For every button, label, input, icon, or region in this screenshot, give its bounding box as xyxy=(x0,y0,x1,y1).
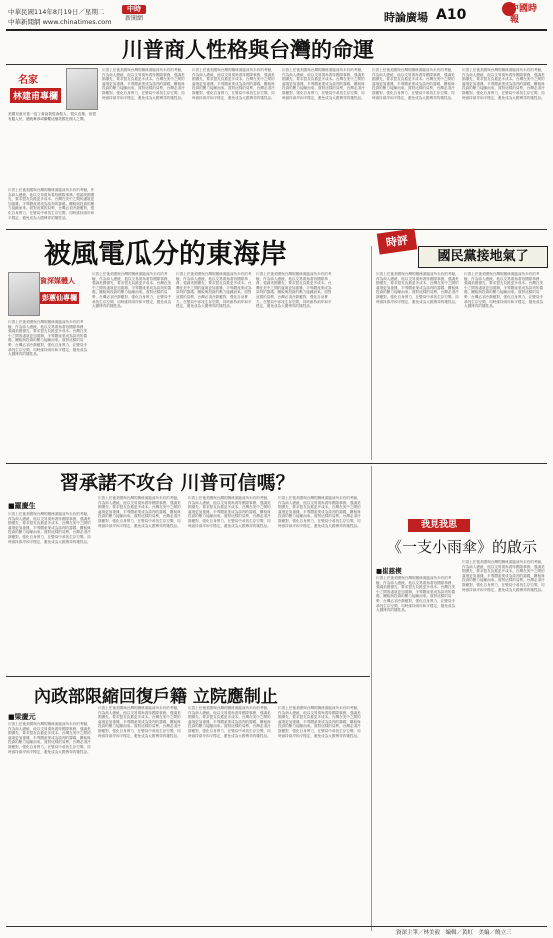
article1-author-box xyxy=(8,68,96,108)
article1-body-3: 川普上任後美國與台灣的關係面臨前所未有的考驗，作為商人總統，他以交易視角看待國際事務，強調美國優先，要求盟友負擔更多成本。台灣在美中之間的處境更加複雜，半導體產業成為談判的籌碼，關稅與投資的壓力接踵而來。面對這樣的局勢，台灣必須冷靜應對，強化自身實力，在變局中尋找生存空間，同時維持兩岸和平穩定，避免成為大國博弈的犧牲品。 xyxy=(192,68,275,100)
editorial-body-1: 川普上任後美國與台灣的關係面臨前所未有的考驗，作為商人總統，他以交易視角看待國際事務，強調美國優先，要求盟友負擔更多成本。台灣在美中之間的處境更加複雜，半導體產業成為談判的籌碼，關稅與投資的壓力接踵而來。面對這樣的局勢，台灣必須冷靜應對，強化自身實力，在變局中尋找生存空間，同時維持兩岸和平穩定，避免成為大國博弈的犧牲品。 xyxy=(376,272,459,304)
article3-body-4: 川普上任後美國與台灣的關係面臨前所未有的考驗，作為商人總統，他以交易視角看待國際事務，強調美國優先，要求盟友負擔更多成本。台灣在美中之間的處境更加複雜，半導體產業成為談判的籌碼，關稅與投資的壓力接踵而來。面對這樣的局勢，台灣必須冷靜應對，強化自身實力，在變局中尋找生存空間，同時維持兩岸和平穩定，避免成為大國博弈的犧牲品。 xyxy=(278,496,361,528)
article1-body-2: 川普上任後美國與台灣的關係面臨前所未有的考驗，作為商人總統，他以交易視角看待國際事務，強調美國優先，要求盟友負擔更多成本。台灣在美中之間的處境更加複雜，半導體產業成為談判的籌碼，關稅與投資的壓力接踵而來。面對這樣的局勢，台灣必須冷靜應對，強化自身實力，在變局中尋找生存空間，同時維持兩岸和平穩定，避免成為大國博弈的犧牲品。 xyxy=(102,68,185,100)
article2-body-1: 川普上任後美國與台灣的關係面臨前所未有的考驗，作為商人總統，他以交易視角看待國際事務，強調美國優先，要求盟友負擔更多成本。台灣在美中之間的處境更加複雜，半導體產業成為談判的籌碼，關稅與投資的壓力接踵而來。面對這樣的局勢，台灣必須冷靜應對，強化自身實力，在變局中尋找生存空間，同時維持兩岸和平穩定，避免成為大國博弈的犧牲品。 xyxy=(8,320,88,357)
article4-tag: 我見我思 xyxy=(408,519,470,532)
logo-top-text: 中時 xyxy=(122,5,146,14)
article1-lead: 美國兒童川普一直了會說我很會做人，很久沒像，但很有腦人民，總統牽涉或聯繫這個美國在個人之間。 xyxy=(8,112,96,121)
website-url[interactable]: 中華新聞網 www.chinatimes.com xyxy=(8,18,112,26)
author-tag: 資深媒體人 xyxy=(40,277,75,285)
footer-credits: 資深主筆／林美毅 編輯／黃虹 美編／饒立三 xyxy=(396,930,512,936)
editorial-body-2: 川普上任後美國與台灣的關係面臨前所未有的考驗，作為商人總統，他以交易視角看待國際事務，強調美國優先，要求盟友負擔更多成本。台灣在美中之間的處境更加複雜，半導體產業成為談判的籌碼，關稅與投資的壓力接踵而來。面對這樣的局勢，台灣必須冷靜應對，強化自身實力，在變局中尋找生存空間，同時維持兩岸和平穩定，避免成為大國博弈的犧牲品。 xyxy=(464,272,544,309)
article3-body-2: 川普上任後美國與台灣的關係面臨前所未有的考驗，作為商人總統，他以交易視角看待國際事務，強調美國優先，要求盟友負擔更多成本。台灣在美中之間的處境更加複雜，半導體產業成為談判的籌碼，關稅與投資的壓力接踵而來。面對這樣的局勢，台灣必須冷靜應對，強化自身實力，在變局中尋找生存空間，同時維持兩岸和平穩定，避免成為大國博弈的犧牲品。 xyxy=(98,496,181,528)
column-tag: 名家 xyxy=(18,75,38,86)
issue-date: 中華民國114年8月19日／星期二 xyxy=(8,8,105,16)
footer-rule xyxy=(6,926,547,927)
article5-body-3: 川普上任後美國與台灣的關係面臨前所未有的考驗，作為商人總統，他以交易視角看待國際事務，強調美國優先，要求盟友負擔更多成本。台灣在美中之間的處境更加複雜，半導體產業成為談判的籌碼，關稅與投資的壓力接踵而來。面對這樣的局勢，台灣必須冷靜應對，強化自身實力，在變局中尋找生存空間，同時維持兩岸和平穩定，避免成為大國博弈的犧牲品。 xyxy=(188,706,271,738)
article3-title: 習承諾不攻台 川普可信嗎？ xyxy=(60,472,295,494)
author-name: 林建甫專欄 xyxy=(10,88,61,103)
article1-bottom-rule xyxy=(6,229,547,230)
article1-title-rule xyxy=(6,64,547,65)
article3-bottom-rule xyxy=(6,676,370,677)
article3-byline: ■羅慶生 xyxy=(8,502,36,510)
article2-author-box xyxy=(8,272,88,316)
chinatimes-logo xyxy=(122,5,146,25)
article2-body-4: 川普上任後美國與台灣的關係面臨前所未有的考驗，作為商人總統，他以交易視角看待國際事務，強調美國優先，要求盟友負擔更多成本。台灣在美中之間的處境更加複雜，半導體產業成為談判的籌碼，關稅與投資的壓力接踵而來。面對這樣的局勢，台灣必須冷靜應對，強化自身實力，在變局中尋找生存空間，同時維持兩岸和平穩定，避免成為大國博弈的犧牲品。 xyxy=(256,272,332,309)
section-name: 時論廣場 xyxy=(384,11,428,24)
article5-body-1: 川普上任後美國與台灣的關係面臨前所未有的考驗，作為商人總統，他以交易視角看待國際事務，強調美國優先，要求盟友負擔更多成本。台灣在美中之間的處境更加複雜，半導體產業成為談判的籌碼，關稅與投資的壓力接踵而來。面對這樣的局勢，台灣必須冷靜應對，強化自身實力，在變局中尋找生存空間，同時維持兩岸和平穩定，避免成為大國博弈的犧牲品。 xyxy=(8,722,91,754)
article1-title: 川普商人性格與台灣的命運 xyxy=(122,37,374,62)
author-photo xyxy=(66,68,98,110)
article2-body-2: 川普上任後美國與台灣的關係面臨前所未有的考驗，作為商人總統，他以交易視角看待國際事務，強調美國優先，要求盟友負擔更多成本。台灣在美中之間的處境更加複雜，半導體產業成為談判的籌碼，關稅與投資的壓力接踵而來。面對這樣的局勢，台灣必須冷靜應對，強化自身實力，在變局中尋找生存空間，同時維持兩岸和平穩定，避免成為大國博弈的犧牲品。 xyxy=(92,272,172,309)
article2-body-3: 川普上任後美國與台灣的關係面臨前所未有的考驗，作為商人總統，他以交易視角看待國際事務，強調美國優先，要求盟友負擔更多成本。台灣在美中之間的處境更加複雜，半導體產業成為談判的籌碼，關稅與投資的壓力接踵而來。面對這樣的局勢，台灣必須冷靜應對，強化自身實力，在變局中尋找生存空間，同時維持兩岸和平穩定，避免成為大國博弈的犧牲品。 xyxy=(176,272,252,309)
editorial-divider xyxy=(371,246,372,460)
article1-body-5: 川普上任後美國與台灣的關係面臨前所未有的考驗，作為商人總統，他以交易視角看待國際事務，強調美國優先，要求盟友負擔更多成本。台灣在美中之間的處境更加複雜，半導體產業成為談判的籌碼，關稅與投資的壓力接踵而來。面對這樣的局勢，台灣必須冷靜應對，強化自身實力，在變局中尋找生存空間，同時維持兩岸和平穩定，避免成為大國博弈的犧牲品。 xyxy=(372,68,455,100)
article4-divider xyxy=(371,466,372,931)
article1-body-4: 川普上任後美國與台灣的關係面臨前所未有的考驗，作為商人總統，他以交易視角看待國際事務，強調美國優先，要求盟友負擔更多成本。台灣在美中之間的處境更加複雜，半導體產業成為談判的籌碼，關稅與投資的壓力接踵而來。面對這樣的局勢，台灣必須冷靜應對，強化自身實力，在變局中尋找生存空間，同時維持兩岸和平穩定，避免成為大國博弈的犧牲品。 xyxy=(282,68,365,100)
article3-body-1: 川普上任後美國與台灣的關係面臨前所未有的考驗，作為商人總統，他以交易視角看待國際事務，強調美國優先，要求盟友負擔更多成本。台灣在美中之間的處境更加複雜，半導體產業成為談判的籌碼，關稅與投資的壓力接踵而來。面對這樣的局勢，台灣必須冷靜應對，強化自身實力，在變局中尋找生存空間，同時維持兩岸和平穩定，避免成為大國博弈的犧牲品。 xyxy=(8,512,91,544)
article4-byline: ■崔慈楔 xyxy=(376,567,402,575)
logo-bottom-text: 新聞網 xyxy=(124,15,143,22)
article4-body-2: 川普上任後美國與台灣的關係面臨前所未有的考驗，作為商人總統，他以交易視角看待國際事務，強調美國優先，要求盟友負擔更多成本。台灣在美中之間的處境更加複雜，半導體產業成為談判的籌碼，關稅與投資的壓力接踵而來。面對這樣的局勢，台灣必須冷靜應對，強化自身實力，在變局中尋找生存空間，同時維持兩岸和平穩定，避免成為大國博弈的犧牲品。 xyxy=(462,560,545,592)
article3-body-3: 川普上任後美國與台灣的關係面臨前所未有的考驗，作為商人總統，他以交易視角看待國際事務，強調美國優先，要求盟友負擔更多成本。台灣在美中之間的處境更加複雜，半導體產業成為談判的籌碼，關稅與投資的壓力接踵而來。面對這樣的局勢，台灣必須冷靜應對，強化自身實力，在變局中尋找生存空間，同時維持兩岸和平穩定，避免成為大國博弈的犧牲品。 xyxy=(188,496,271,528)
header-rule xyxy=(6,29,547,31)
article5-body-2: 川普上任後美國與台灣的關係面臨前所未有的考驗，作為商人總統，他以交易視角看待國際事務，強調美國優先，要求盟友負擔更多成本。台灣在美中之間的處境更加複雜，半導體產業成為談判的籌碼，關稅與投資的壓力接踵而來。面對這樣的局勢，台灣必須冷靜應對，強化自身實力，在變局中尋找生存空間，同時維持兩岸和平穩定，避免成為大國博弈的犧牲品。 xyxy=(98,706,181,738)
article4-title: 《一支小雨傘》的啟示 xyxy=(386,538,537,556)
article2-bottom-rule xyxy=(6,463,547,464)
paper-logo-text: 中國時報 xyxy=(510,4,538,25)
paper-logo xyxy=(502,2,546,28)
editorial-tag: 時評 xyxy=(377,228,418,254)
author-photo xyxy=(8,272,40,316)
author-name: 彭蕙仙專欄 xyxy=(42,294,77,302)
article1-body-1: 川普上任後美國與台灣的關係面臨前所未有的考驗，作為商人總統，他以交易視角看待國際事務，強調美國優先，要求盟友負擔更多成本。台灣在美中之間的處境更加複雜，半導體產業成為談判的籌碼，關稅與投資的壓力接踵而來。面對這樣的局勢，台灣必須冷靜應對，強化自身實力，在變局中尋找生存空間，同時維持兩岸和平穩定，避免成為大國博弈的犧牲品。 xyxy=(8,188,95,220)
article5-title: 內政部限縮回復戶籍 立院應制止 xyxy=(34,687,278,707)
masthead xyxy=(0,0,553,30)
article4-body-1: 川普上任後美國與台灣的關係面臨前所未有的考驗，作為商人總統，他以交易視角看待國際事務，強調美國優先，要求盟友負擔更多成本。台灣在美中之間的處境更加複雜，半導體產業成為談判的籌碼，關稅與投資的壓力接踵而來。面對這樣的局勢，台灣必須冷靜應對，強化自身實力，在變局中尋找生存空間，同時維持兩岸和平穩定，避免成為大國博弈的犧牲品。 xyxy=(376,576,456,613)
article2-title: 被風電瓜分的東海岸 xyxy=(44,239,287,270)
article5-byline: ■梁慶元 xyxy=(8,713,36,721)
editorial-title: 國民黨接地氣了 xyxy=(418,246,548,268)
article1-body-6: 川普上任後美國與台灣的關係面臨前所未有的考驗，作為商人總統，他以交易視角看待國際事務，強調美國優先，要求盟友負擔更多成本。台灣在美中之間的處境更加複雜，半導體產業成為談判的籌碼，關稅與投資的壓力接踵而來。面對這樣的局勢，台灣必須冷靜應對，強化自身實力，在變局中尋找生存空間，同時維持兩岸和平穩定，避免成為大國博弈的犧牲品。 xyxy=(462,68,545,100)
article5-body-4: 川普上任後美國與台灣的關係面臨前所未有的考驗，作為商人總統，他以交易視角看待國際事務，強調美國優先，要求盟友負擔更多成本。台灣在美中之間的處境更加複雜，半導體產業成為談判的籌碼，關稅與投資的壓力接踵而來。面對這樣的局勢，台灣必須冷靜應對，強化自身實力，在變局中尋找生存空間，同時維持兩岸和平穩定，避免成為大國博弈的犧牲品。 xyxy=(278,706,361,738)
page-number: A10 xyxy=(436,7,467,23)
